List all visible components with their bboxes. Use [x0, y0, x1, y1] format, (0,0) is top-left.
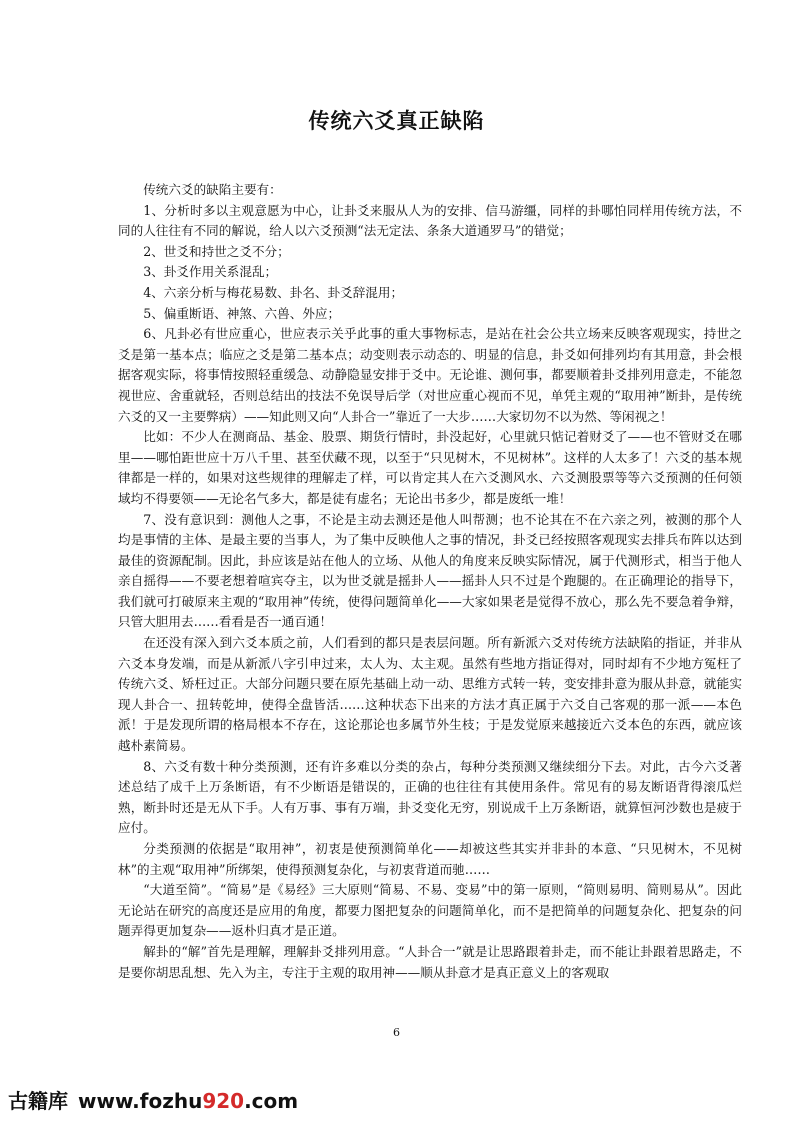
paragraph: 8、六爻有数十种分类预测，还有许多难以分类的杂占，每种分类预测又继续细分下去。对此，古今六爻著述总结了成千上万条断语，有不少断语是错误的，正确的也往往有其使用条件。常见有的易友断语背得滚瓜烂熟，断卦时还是无从下手。人有万事、事有万端，卦爻变化无穷，别说成千上万条断语，就算恒河沙数也是疲于应付。 — [118, 758, 742, 836]
paragraph: 2、世爻和持世之爻不分； — [143, 243, 290, 259]
watermark-url-number: 920 — [202, 1089, 245, 1113]
paragraph: 6、凡卦必有世应重心，世应表示关乎此事的重大事物标志，是站在社会公共立场来反映客观现实，持世之爻是第一基本点；临应之爻是第二基本点；动变则表示动态的、明显的信息，卦爻如何排列均有其用意，卦会根据客观实际，将事情按照轻重缓急、动静隐显安排于爻中。无论谁、测何事，都要顺着卦爻排列用意走，不能忽视世应、舍重就轻，否则总结出的技法不免误导后学（对世应重心视而不见，单凭主观的“取用神”断卦，是传统六爻的又一主要弊病）——知此则又向“人卦合一”靠近了一大步……大家切勿不以为然、等闲视之！ — [118, 326, 742, 424]
paragraph: 比如：不少人在测商品、基金、股票、期货行情时，卦没起好，心里就只惦记着财爻了——也不管财爻在哪里——哪怕距世应十万八千里、甚至伏藏不现，以至于“只见树木，不见树林”。这样的人太多了！六爻的基本规律都是一样的，如果对这些规律的理解走了样，可以肯定其人在六爻测风水、六爻测股票等等六爻预测的任何领域均不得要领——无论名气多大，都是徒有虚名；无论出书多少，都是废纸一堆！ — [118, 429, 742, 506]
paragraph: 在还没有深入到六爻本质之前，人们看到的都只是表层问题。所有新派六爻对传统方法缺陷的指证，并非从六爻本身发端，而是从新派八字引申过来，太人为、太主观。虽然有些地方指证得对，同时却有不少地方冤枉了传统六爻、矫枉过正。大部分问题只要在原先基础上动一动、思维方式转一转，变安排卦意为服从卦意，就能实现人卦合一、扭转乾坤，使得全盘皆活……这种状态下出来的方法才真正属于六爻自己客观的那一派——本色派！于是发现所谓的格局根本不存在，这论那论也多属节外生枝；于是发觉原来越接近六爻本色的东西，就应该越朴素简易。 — [118, 635, 742, 754]
paragraph: 5、偏重断语、神煞、六兽、外应； — [143, 305, 341, 321]
paragraph: 7、没有意识到：测他人之事，不论是主动去测还是他人叫帮测；也不论其在不在六亲之列，被测的那个人均是事情的主体、是最主要的当事人，为了集中反映他人之事的情况，卦爻已经按照客观现实去排兵布阵以达到最佳的资源配制。因此，卦应该是站在他人的立场、从他人的角度来反映实际情况，属于代测形式，相当于他人亲自摇得——不要老想着喧宾夺主，以为世爻就是摇卦人——摇卦人只不过是个跑腿的。在正确理论的指导下，我们就可打破原来主观的“取用神”传统，使得问题简单化——大家如果老是觉得不放心，那么先不要急着争辩，只管大胆用去……看看是否一通百通！ — [118, 511, 742, 630]
document-body — [118, 180, 742, 983]
paragraph: 1、分析时多以主观意愿为中心，让卦爻来服从人为的安排、信马游缰，同样的卦哪怕同样用传统方法，不同的人往往有不同的解说，给人以六爻预测“法无定法、条条大道通罗马”的错觉； — [118, 202, 742, 239]
watermark-url-suffix: .com — [244, 1089, 299, 1113]
watermark-site-name: 古籍库 — [8, 1089, 68, 1113]
page-number: 6 — [393, 1026, 400, 1039]
site-watermark — [8, 1085, 298, 1114]
paragraph: 4、六亲分析与梅花易数、卦名、卦爻辞混用； — [143, 284, 404, 300]
paragraph: 传统六爻的缺陷主要有： — [143, 182, 282, 197]
paragraph: 分类预测的依据是“取用神”，初衷是使预测简单化——却被这些其实并非卦的本意、“只见树木，不见树林”的主观“取用神”所绑架，使得预测复杂化，与初衷背道而驰…… — [118, 841, 742, 877]
paragraph: 解卦的“解”首先是理解，理解卦爻排列用意。“人卦合一”就是让思路跟着卦走，而不能让卦跟着思路走，不是要你胡思乱想、先入为主，专注于主观的取用神——顺从卦意才是真正意义上的客观取 — [118, 943, 742, 980]
watermark-url-prefix: www.fozhu — [78, 1089, 203, 1113]
paragraph: 3、卦爻作用关系混乱； — [143, 264, 278, 280]
paragraph: “大道至简”。“简易”是《易经》三大原则“简易、不易、变易”中的第一原则，“简则易明、简则易从”。因此无论站在研究的高度还是应用的角度，都要力图把复杂的问题简单化，而不是把简单的问题复杂化、把复杂的问题弄得更加复杂——返朴归真才是正道。 — [118, 882, 742, 939]
document-title: 传统六爻真正缺陷 — [308, 109, 485, 133]
